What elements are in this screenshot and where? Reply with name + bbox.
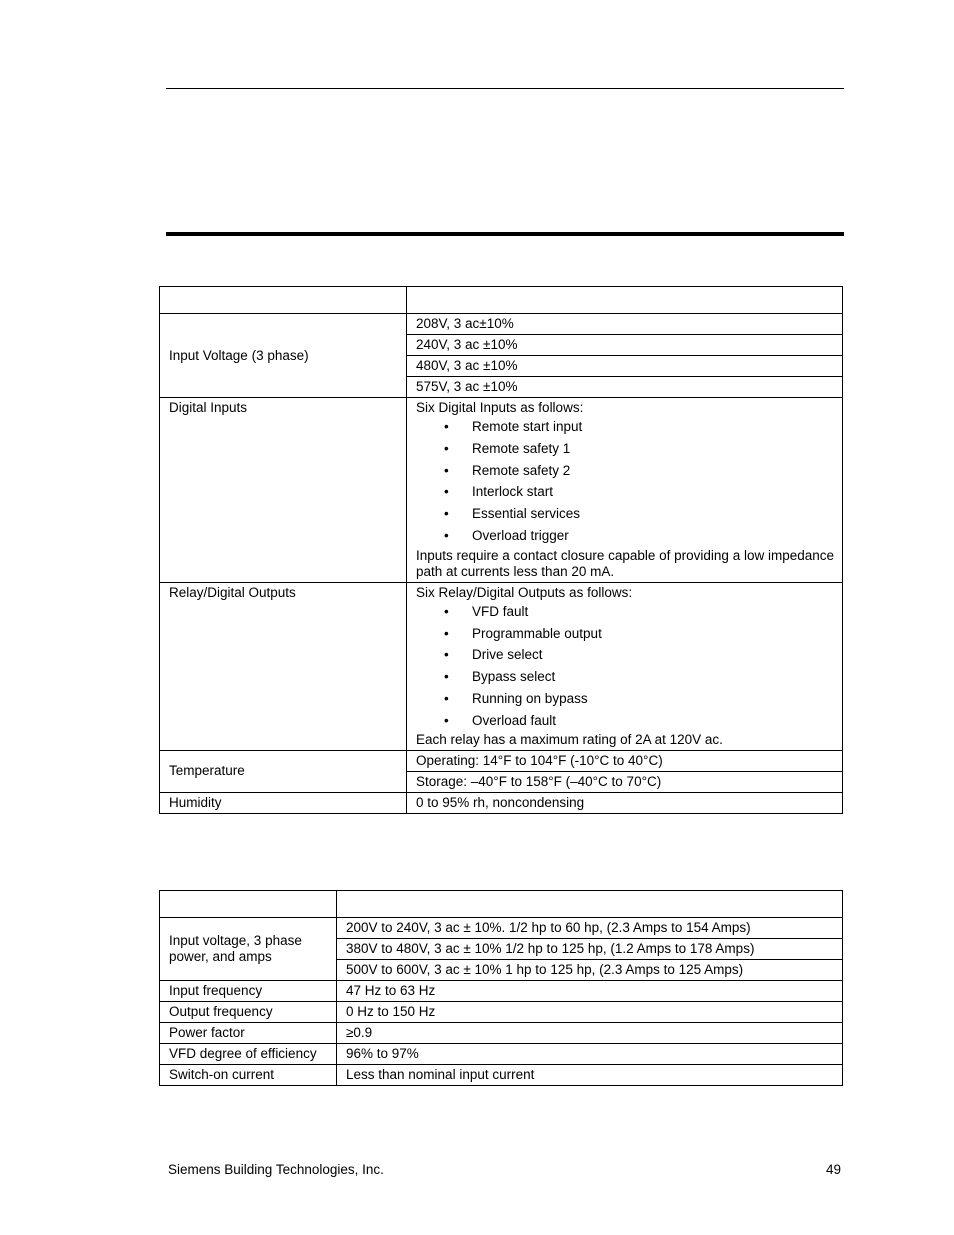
relay-outputs-label: Relay/Digital Outputs (160, 582, 407, 750)
header-cell (160, 891, 337, 918)
list-item: • Running on bypass (416, 688, 834, 710)
input-voltage-value: 240V, 3 ac ±10% (407, 335, 843, 356)
row-label: Input frequency (160, 981, 337, 1002)
row-label: VFD degree of efficiency (160, 1044, 337, 1065)
table-row (160, 398, 843, 583)
list-item: • Overload trigger (416, 525, 834, 547)
temperature-operating: Operating: 14°F to 104°F (-10°C to 40°C) (407, 750, 843, 771)
table-header-row (160, 891, 843, 918)
row-label: Switch-on current (160, 1065, 337, 1086)
table-row (160, 1044, 843, 1065)
input-voltage-power-label: Input voltage, 3 phase power, and amps (160, 918, 337, 981)
list-item: • Remote start input (416, 416, 834, 438)
footer-page-number: 49 (826, 1162, 842, 1177)
table-row (160, 792, 843, 813)
list-item: • Bypass select (416, 666, 834, 688)
header-rule (166, 88, 844, 89)
input-voltage-power-value: 500V to 600V, 3 ac ± 10% 1 hp to 125 hp, (2.3 Amps to 125 Amps) (337, 960, 843, 981)
humidity-label: Humidity (160, 792, 407, 813)
table-row (160, 750, 843, 771)
table-row (160, 314, 843, 335)
drive-specifications-table (159, 890, 843, 1086)
row-value: 0 Hz to 150 Hz (337, 1002, 843, 1023)
digital-inputs-intro: Six Digital Inputs as follows: (416, 400, 584, 415)
list-item: • Remote safety 1 (416, 438, 834, 460)
input-voltage-power-value: 200V to 240V, 3 ac ± 10%. 1/2 hp to 60 hp, (2.3 Amps to 154 Amps) (337, 918, 843, 939)
relay-outputs-note: Each relay has a maximum rating of 2A at 120V ac. (416, 731, 723, 747)
list-item: • Remote safety 2 (416, 460, 834, 482)
relay-outputs-cell (407, 582, 843, 750)
list-item: • Overload fault (416, 710, 834, 732)
relay-outputs-list (416, 601, 834, 732)
input-voltage-label: Input Voltage (3 phase) (160, 314, 407, 398)
list-item: • Programmable output (416, 623, 834, 645)
humidity-value: 0 to 95% rh, noncondensing (407, 792, 843, 813)
input-voltage-value: 208V, 3 ac±10% (407, 314, 843, 335)
footer-company: Siemens Building Technologies, Inc. (168, 1162, 384, 1177)
table-row (160, 1065, 843, 1086)
digital-inputs-label: Digital Inputs (160, 398, 407, 583)
header-cell (407, 287, 843, 314)
table-row (160, 582, 843, 750)
input-voltage-value: 480V, 3 ac ±10% (407, 356, 843, 377)
header-cell (337, 891, 843, 918)
row-label: Power factor (160, 1023, 337, 1044)
table-row (160, 918, 843, 939)
table-row (160, 1002, 843, 1023)
header-cell (160, 287, 407, 314)
relay-outputs-intro: Six Relay/Digital Outputs as follows: (416, 584, 633, 600)
specifications-table (159, 286, 843, 814)
row-value: 47 Hz to 63 Hz (337, 981, 843, 1002)
list-item: • VFD fault (416, 601, 834, 623)
section-rule (166, 232, 844, 236)
table-row (160, 981, 843, 1002)
digital-inputs-note: Inputs require a contact closure capable of providing a low impedance path at currents less than 20 mA. (416, 547, 834, 579)
input-voltage-power-value: 380V to 480V, 3 ac ± 10% 1/2 hp to 125 hp, (1.2 Amps to 178 Amps) (337, 939, 843, 960)
list-item: • Drive select (416, 644, 834, 666)
row-value: Less than nominal input current (337, 1065, 843, 1086)
temperature-storage: Storage: –40°F to 158°F (–40°C to 70°C) (407, 771, 843, 792)
input-voltage-value: 575V, 3 ac ±10% (407, 377, 843, 398)
list-item: • Essential services (416, 503, 834, 525)
temperature-label: Temperature (160, 750, 407, 792)
table-header-row (160, 287, 843, 314)
row-value: 96% to 97% (337, 1044, 843, 1065)
digital-inputs-cell (407, 398, 843, 583)
list-item: • Interlock start (416, 481, 834, 503)
row-value: ≥0.9 (337, 1023, 843, 1044)
row-label: Output frequency (160, 1002, 337, 1023)
table-row (160, 1023, 843, 1044)
digital-inputs-list (416, 416, 834, 547)
